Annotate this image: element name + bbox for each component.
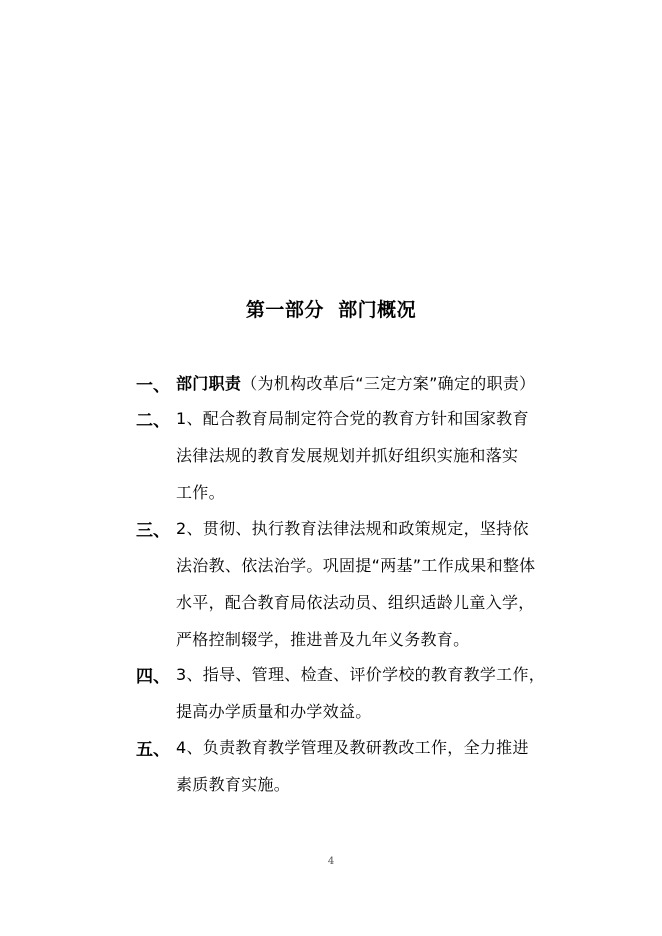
section-heading: 部门职责 xyxy=(176,374,242,393)
section-line: 法律法规的教育发展规划并抓好组织实施和落实 xyxy=(176,446,519,465)
section-line: 工作。 xyxy=(176,483,225,502)
section-line: 法治教、依法治学。巩固提“两基”工作成果和整体 xyxy=(176,556,536,575)
section-line: 水平，配合教育局依法动员、组织适龄儿童入学， xyxy=(176,593,535,612)
section-line: 3、指导、管理、检查、评价学校的教育教学工作， xyxy=(176,665,546,684)
section-line: 提高办学质量和办学效益。 xyxy=(176,702,372,721)
section-line: 素质教育实施。 xyxy=(176,775,291,794)
section-marker: 五、 xyxy=(136,740,170,760)
section-marker: 一、 xyxy=(136,376,170,396)
section-marker: 四、 xyxy=(136,667,170,687)
section-marker: 三、 xyxy=(136,521,170,541)
section-heading-note: （为机构改革后“三定方案”确定的职责） xyxy=(241,374,536,393)
page-number: 4 xyxy=(327,856,335,867)
section-line: 1、配合教育局制定符合党的教育方针和国家教育 xyxy=(176,409,529,428)
section-line: 4、负责教育教学管理及教研教改工作，全力推进 xyxy=(176,738,529,757)
page-title: 第一部分 部门概况 xyxy=(245,299,417,321)
section-line: 严格控制辍学，推进普及九年义务教育。 xyxy=(176,630,470,649)
section-marker: 二、 xyxy=(136,411,170,431)
section-line xyxy=(176,371,535,394)
section-line: 2、贯彻、执行教育法律法规和政策规定，坚持依 xyxy=(176,519,529,538)
